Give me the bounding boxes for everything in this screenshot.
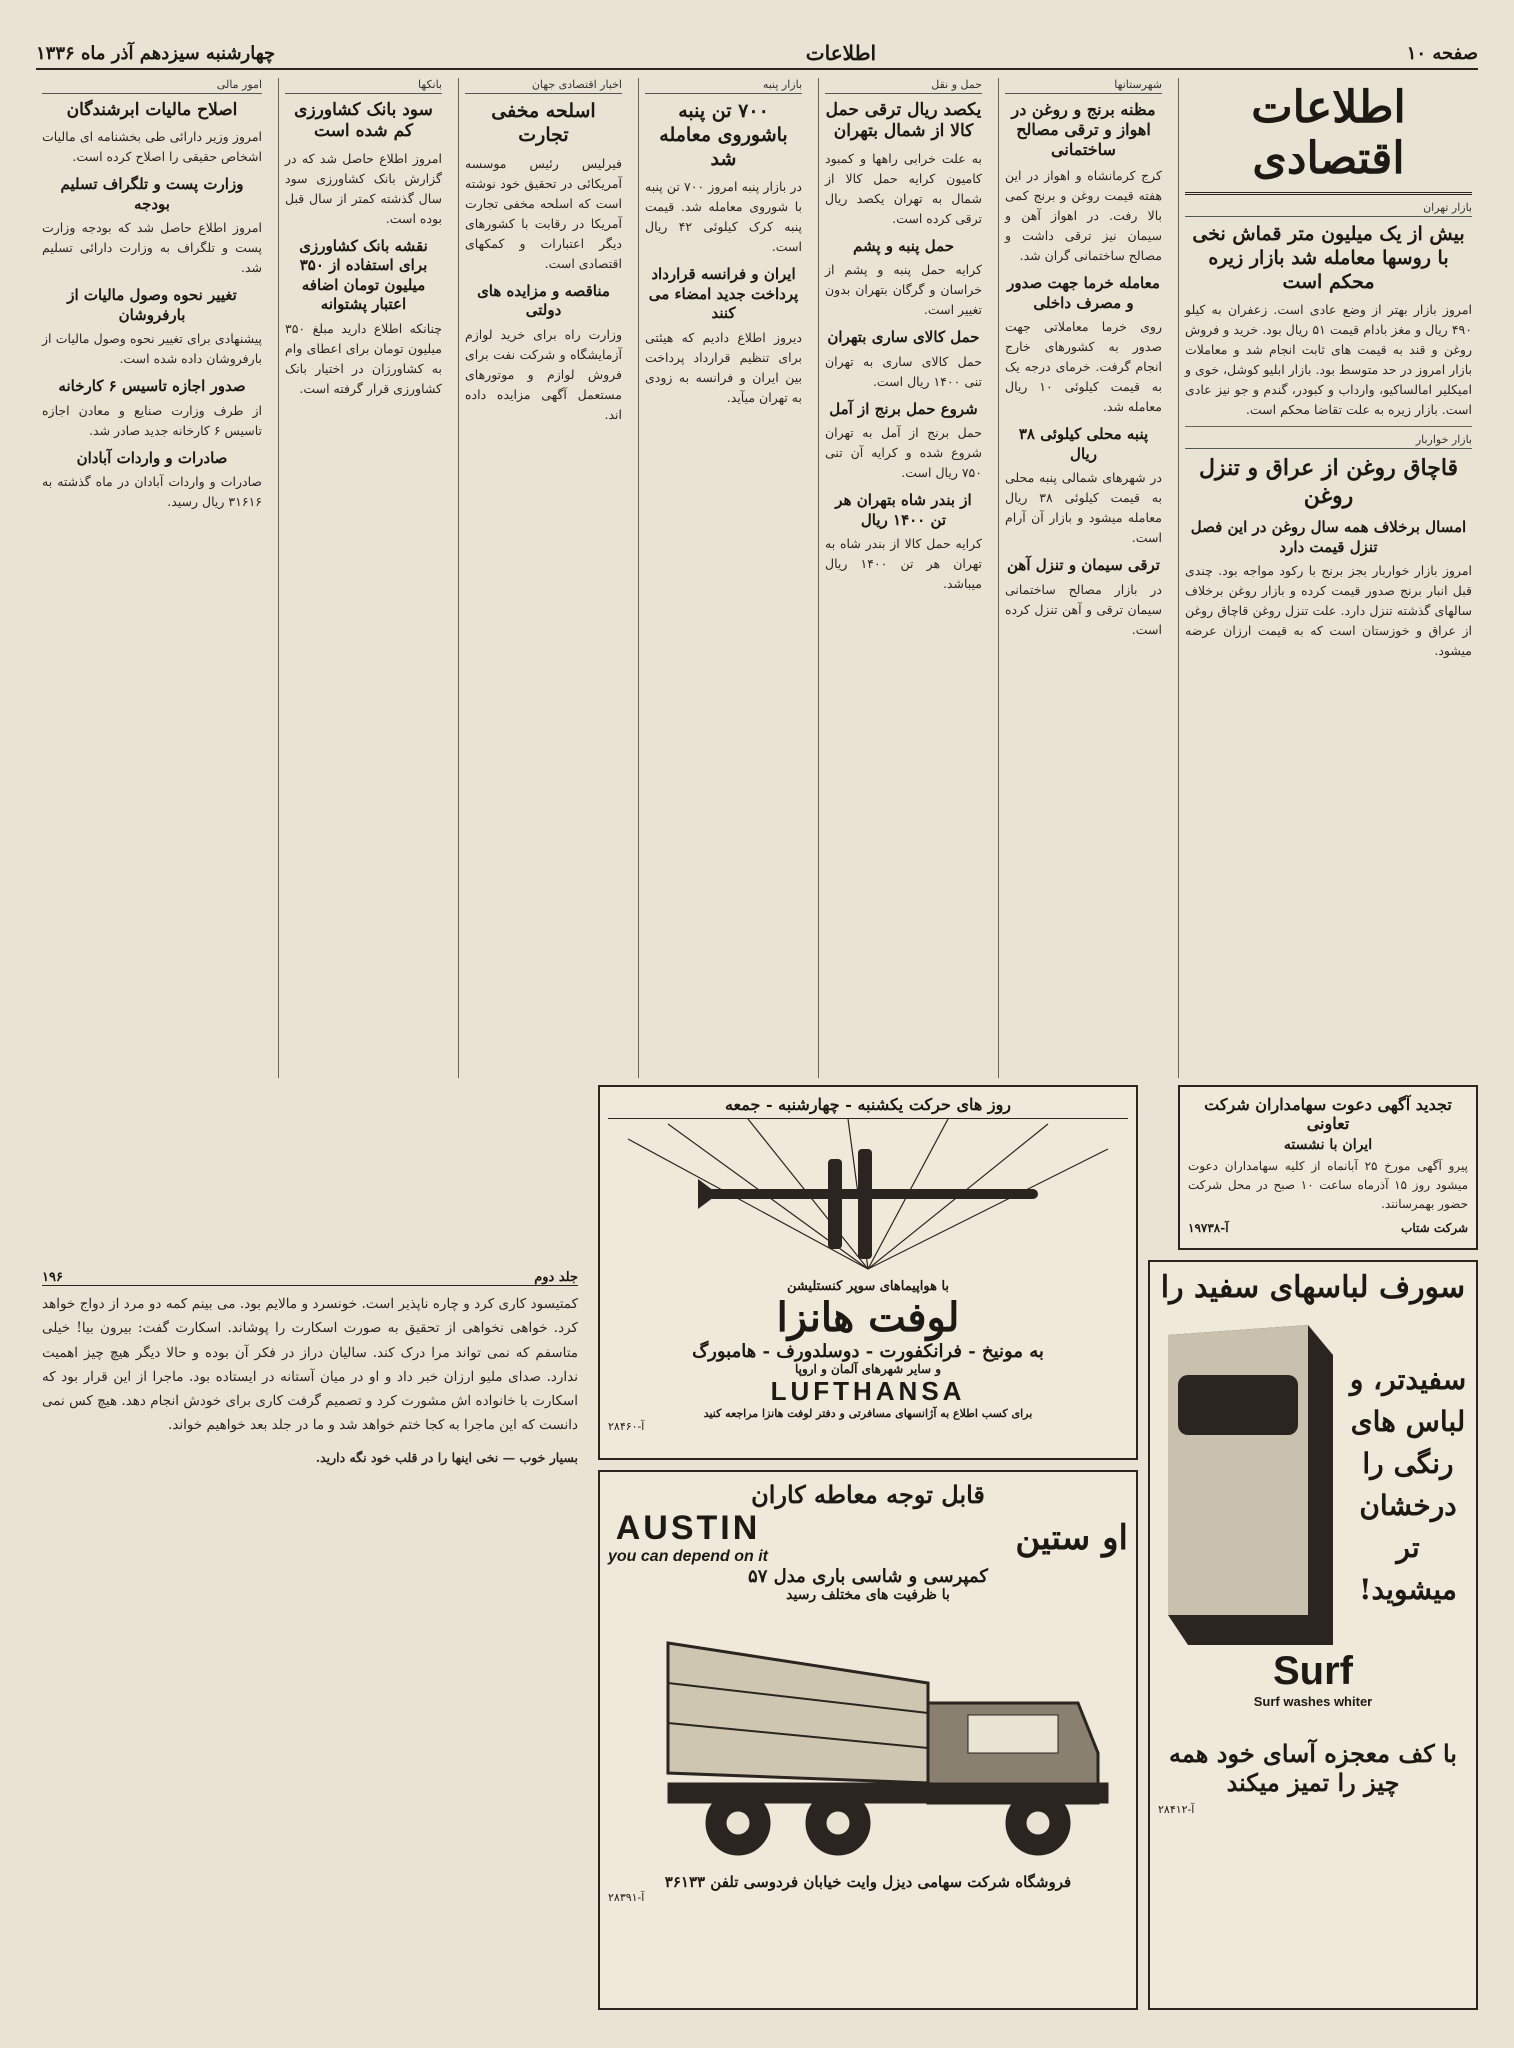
ad-code: آ-۲۸۳۹۱ bbox=[608, 1891, 645, 1904]
page-header bbox=[36, 38, 1478, 70]
shareholders-notice bbox=[1178, 1085, 1478, 1250]
section-label: بازار پنبه bbox=[645, 78, 802, 94]
article-body: در شهرهای شمالی پنبه محلی به قیمت کیلوئی ۳۸ ریال معامله میشود و بازار آن آرام است. bbox=[1005, 470, 1162, 545]
notice-code: آ-۱۹۷۳۸ bbox=[1188, 1220, 1229, 1235]
headline: ۷۰۰ تن پنبه باشوروی معامله شد bbox=[659, 100, 788, 170]
subheadline: حمل پنبه و پشم bbox=[852, 236, 955, 255]
ad-code: آ-۲۸۴۶۰ bbox=[608, 1420, 645, 1433]
column-economy bbox=[1178, 78, 1478, 1078]
column-provinces bbox=[998, 78, 1168, 1078]
ad-code: آ-۲۸۴۱۲ bbox=[1158, 1803, 1195, 1816]
article-body: حمل کالای ساری به تهران تنی ۱۴۰۰ ریال است. bbox=[825, 353, 982, 389]
article-body: امروز بازار خواربار بجز برنج با رکود مواجه بود. چندی قبل انبار برنج صدور قیمت کرده و بازار روغن برخلاف سالهای گذشته تنزل دارد. علت تنزل روغن قاچاق روغن از عراق و خوزستان است که به قیمت ارزان عرضه میشود. bbox=[1185, 563, 1472, 659]
ad-headline: سورف لباسهای سفید را bbox=[1160, 1270, 1466, 1305]
article-body: به علت خرابی راهها و کمبود کامیون کرایه حمل کالا از شمال به تهران یکصد ریال ترقی کرده است. bbox=[825, 150, 982, 226]
ad-lufthansa bbox=[598, 1085, 1138, 1460]
dump-truck-icon bbox=[608, 1603, 1128, 1873]
divider bbox=[1185, 426, 1472, 427]
subheadline: تغییر نحوه وصول مالیات از بارفروشان bbox=[67, 286, 237, 324]
article-body: حمل برنج از آمل به تهران شروع شده و کرایه آن تنی ۷۵۰ ریال است. bbox=[825, 425, 982, 480]
masthead-title: اطلاعات اقتصادی bbox=[1185, 78, 1472, 195]
story-footer: بسیار خوب — نخی اینها را در قلب خود نگه دارید. bbox=[315, 1449, 578, 1465]
section-label: بازار خواربار bbox=[1185, 433, 1472, 449]
article-body: صادرات و واردات آبادان در ماه گذشته به ۳۱۶۱۶ ریال رسید. bbox=[42, 474, 262, 510]
column-transport bbox=[818, 78, 988, 1078]
article-body: از طرف وزارت صنایع و معادن اجازه تاسیس ۶ کارخانه جدید صادر شد. bbox=[42, 402, 262, 438]
detergent-box-icon bbox=[1158, 1315, 1338, 1655]
headline: بیش از یک میلیون متر قماش نخی با روسها معامله شد بازار زیره محکم است bbox=[1192, 223, 1465, 293]
column-finance bbox=[36, 78, 268, 1078]
section-label: حمل و نقل bbox=[825, 78, 982, 94]
subheadline: پنبه محلی کیلوئی ۳۸ ریال bbox=[1018, 425, 1149, 463]
headline: مظنه برنج و روغن در اهواز و ترقی مصالح ساختمانی bbox=[1011, 100, 1156, 159]
ad-model: کمپرسی و شاسی باری مدل ۵۷ bbox=[748, 1566, 988, 1587]
story-volume: جلد دوم bbox=[534, 1270, 578, 1285]
article-body: دیروز اطلاع دادیم که هیئتی برای تنظیم قرارداد پرداخت بین ایران و فرانسه به زودی به تهران میآید. bbox=[645, 329, 802, 405]
notice-title: تجدید آگهی دعوت سهامداران شرکت تعاونی bbox=[1204, 1095, 1452, 1133]
ad-note: و سایر شهرهای آلمان و اروپا bbox=[794, 1362, 942, 1376]
ad-brand-en: LUFTHANSA bbox=[770, 1376, 966, 1406]
section-label: امور مالی bbox=[42, 78, 262, 94]
subheadline: حمل کالای ساری بتهران bbox=[827, 328, 980, 346]
ad-headline: قابل توجه معاطه کاران bbox=[751, 1480, 985, 1509]
ad-schedule: روز های حرکت یکشنبه - چهارشنبه - جمعه bbox=[608, 1095, 1128, 1119]
ad-note: با ظرفیت های مختلف رسید bbox=[786, 1587, 950, 1603]
section-label: بازار تهران bbox=[1185, 201, 1472, 217]
ad-destinations: به مونیخ - فرانکفورت - دوسلدورف - هامبورگ bbox=[692, 1341, 1044, 1362]
article-body: در بازار مصالح ساختمانی سیمان ترقی و آهن تنزل کرده است. bbox=[1005, 581, 1162, 637]
ad-dealer: فروشگاه شرکت سهامی دیزل وایت خیابان فردوسی تلفن ۳۶۱۳۳ bbox=[664, 1873, 1072, 1891]
subheadline: صادرات و واردات آبادان bbox=[76, 448, 228, 467]
article-body: روی خرما معاملاتی جهت صدور به کشورهای خارج انجام گرفت. خرمای درجه یک به قیمت کیلوئی ۱۰ ریال معامله شد. bbox=[1005, 319, 1162, 414]
article-body: فیرلیس رئیس موسسه آمریکائی در تحقیق خود نوشته است که اسلحه مخفی تجارت آمریکا در رقابت با کشورهای دیگر اعتبارات و کمکهای اقتصادی است. bbox=[465, 155, 622, 271]
section-label: شهرستانها bbox=[1005, 78, 1162, 94]
article-body: پیشنهادی برای تغییر نحوه وصول مالیات از بارفروشان داده شده است. bbox=[42, 331, 262, 367]
article-body: امروز بازار بهتر از وضع عادی است. زعفران به کیلو ۴۹۰ ریال و مغز بادام قیمت ۵۱ ریال بود. خرید و فروش روغن و قند به قیمت های ثابت انجام شد و معاملات بازار امروز در حد متوسط بود. بازار ابلیو کوشل، خوی و امیکلیر امالساکیو، وارداب و کبودر، گندم و جو نیز عادی است. بازار زیره به علت تقاضا محکم است. bbox=[1185, 302, 1472, 418]
ad-brand: Surf bbox=[1273, 1649, 1353, 1693]
article-body: امروز اطلاع حاصل شد که در گزارش بانک کشاورزی سود سال گذشته کمتر از سال قبل بوده است. bbox=[285, 150, 442, 226]
subheadline: شروع حمل برنج از آمل bbox=[829, 399, 978, 418]
subheadline: امسال برخلاف همه سال روغن در این فصل تنزل قیمت دارد bbox=[1190, 518, 1467, 556]
article-body: امروز اطلاع حاصل شد که بودجه وزارت پست و تلگراف به وزارت دارائی تسلیم شد. bbox=[42, 220, 262, 276]
column-cotton bbox=[638, 78, 808, 1078]
issue-date: چهارشنبه سیزدهم آذر ماه ۱۳۳۶ bbox=[36, 42, 276, 64]
article-body: در بازار پنبه امروز ۷۰۰ تن پنبه با شوروی معامله شد. قیمت پنبه کرک کیلوئی ۴۲ ریال است. bbox=[645, 179, 802, 255]
ad-fleet: با هواپیماهای سوپر کنستلیشن bbox=[786, 1279, 950, 1294]
article-body: کرج کرمانشاه و اهواز در این هفته قیمت روغن و برنج کمی بالا رفت. در اهواز آهن و سیمان نیز ترقی داشت و مصالح ساختمانی گران شد. bbox=[1005, 168, 1162, 263]
page-number: صفحه ۱۰ bbox=[1406, 42, 1478, 64]
ad-slogan: you can depend on it bbox=[608, 1548, 769, 1565]
headline: قاچاق روغن از عراق و تنزل روغن bbox=[1198, 455, 1459, 509]
headline: اسلحه مخفی تجارت bbox=[491, 100, 596, 146]
airplane-icon bbox=[608, 1119, 1128, 1279]
subheadline: مناقصه و مزایده های دولتی bbox=[477, 281, 610, 319]
ad-agent: برای کسب اطلاع به آژانسهای مسافرتی و دفتر لوفت هانزا مراجعه کنید bbox=[703, 1407, 1033, 1420]
ad-slogan: سفیدتر، و لباس های رنگی را درخشان تر میشوید! bbox=[1349, 1363, 1467, 1606]
article-body: امروز وزیر دارائی طی بخشنامه ای مالیات اشخاص حقیقی را اصلاح کرده است. bbox=[42, 129, 262, 165]
ad-footer: با کف معجزه آسای خود همه چیز را تمیز میکند bbox=[1169, 1739, 1457, 1797]
article-body: چنانکه اطلاع دارید مبلغ ۳۵۰ میلیون تومان برای اعطای وام به کشاورزان در اختیار بانک کشاورزی قرار گرفته است. bbox=[285, 320, 442, 396]
story-number: ۱۹۶ bbox=[42, 1270, 63, 1285]
subheadline: از بندر شاه بتهران هر تن ۱۴۰۰ ریال bbox=[835, 491, 972, 529]
subheadline: وزارت پست و تلگراف تسلیم بودجه bbox=[60, 175, 244, 213]
article-body: کرایه حمل کالا از بندر شاه به تهران هر تن ۱۴۰۰ ریال میباشد. bbox=[825, 536, 982, 591]
serial-story bbox=[36, 1270, 584, 2000]
subheadline: معامله خرما جهت صدور و مصرف داخلی bbox=[1007, 274, 1160, 312]
headline: اصلاح مالیات ابرشندگان bbox=[66, 100, 238, 120]
section-label: اخبار اقتصادی جهان bbox=[465, 78, 622, 94]
section-label: بانکها bbox=[285, 78, 442, 94]
column-world-economy bbox=[458, 78, 628, 1078]
article-body: وزارت راه برای خرید لوازم آزمایشگاه و شرکت نفت برای فروش لوازم و موتورهای مستعمل آگهی مزایده داده اند. bbox=[465, 326, 622, 422]
ad-austin bbox=[598, 1470, 1138, 2010]
subheadline: ایران و فرانسه قرارداد پرداخت جدید امضاء می کنند bbox=[648, 265, 799, 323]
subheadline: صدور اجازه تاسیس ۶ کارخانه bbox=[58, 377, 246, 396]
headline: سود بانک کشاورزی کم شده است bbox=[294, 100, 433, 142]
paper-name: اطلاعات bbox=[805, 41, 877, 65]
ad-surf bbox=[1148, 1260, 1478, 2010]
notice-signature: شرکت شتاب bbox=[1401, 1220, 1468, 1235]
notice-subtitle: ایران با نشسته bbox=[1283, 1137, 1373, 1153]
article-body: کرایه حمل پنبه و پشم از خراسان و گرگان بتهران بدون تغییر است. bbox=[825, 262, 982, 317]
ad-pack-text: Surf washes whiter bbox=[1253, 1694, 1373, 1709]
story-body: کمتیسود کاری کرد و چاره ناپذیر است. خونسرد و مالایم بود. می بینم کمه دو مرد از دواج خواهد کرد. خواهی نخواهی از تحقیق به صورت اسکارت را پوشاند. اسکارت گفت: بیرون بیا! خیلی متاسفم که نمی تواند مرا درک کند. سالیان دراز در فکر آن بوده و حالا دیگر هیچ چیز اهمیت ندارد. صدای ملیو ارزان خبر داد و او در میان آستانه در ایستاده بود. ماجرا از این قرار بود که اسکارت با خانواده اش مشورت کرد و تصمیم گرفت کاری برای خودش انجام دهد. هیچ کس نمی دانست که این ماجرا به کجا ختم خواهد شد و ما در جلد بعد خواهیم خواند. bbox=[42, 1296, 578, 1434]
notice-body: پیرو آگهی مورخ ۲۵ آبانماه از کلیه سهامداران دعوت میشود روز ۱۵ آذرماه ساعت ۱۰ صبح در محل شرکت حضور بهمرسانند. bbox=[1188, 1159, 1468, 1212]
subheadline: نقشه بانک کشاورزی برای استفاده از ۳۵۰ میلیون تومان اضافه اعتبار پشتوانه bbox=[299, 236, 428, 313]
ad-brand-fa: لوفت هانزا bbox=[776, 1294, 960, 1341]
column-banks bbox=[278, 78, 448, 1078]
headline: یکصد ریال ترقی حمل کالا از شمال بتهران bbox=[825, 100, 982, 142]
ad-brand-en: AUSTIN bbox=[615, 1509, 761, 1547]
ad-brand-fa: او ستین bbox=[1015, 1517, 1128, 1558]
subheadline: ترقی سیمان و تنزل آهن bbox=[1007, 556, 1160, 574]
